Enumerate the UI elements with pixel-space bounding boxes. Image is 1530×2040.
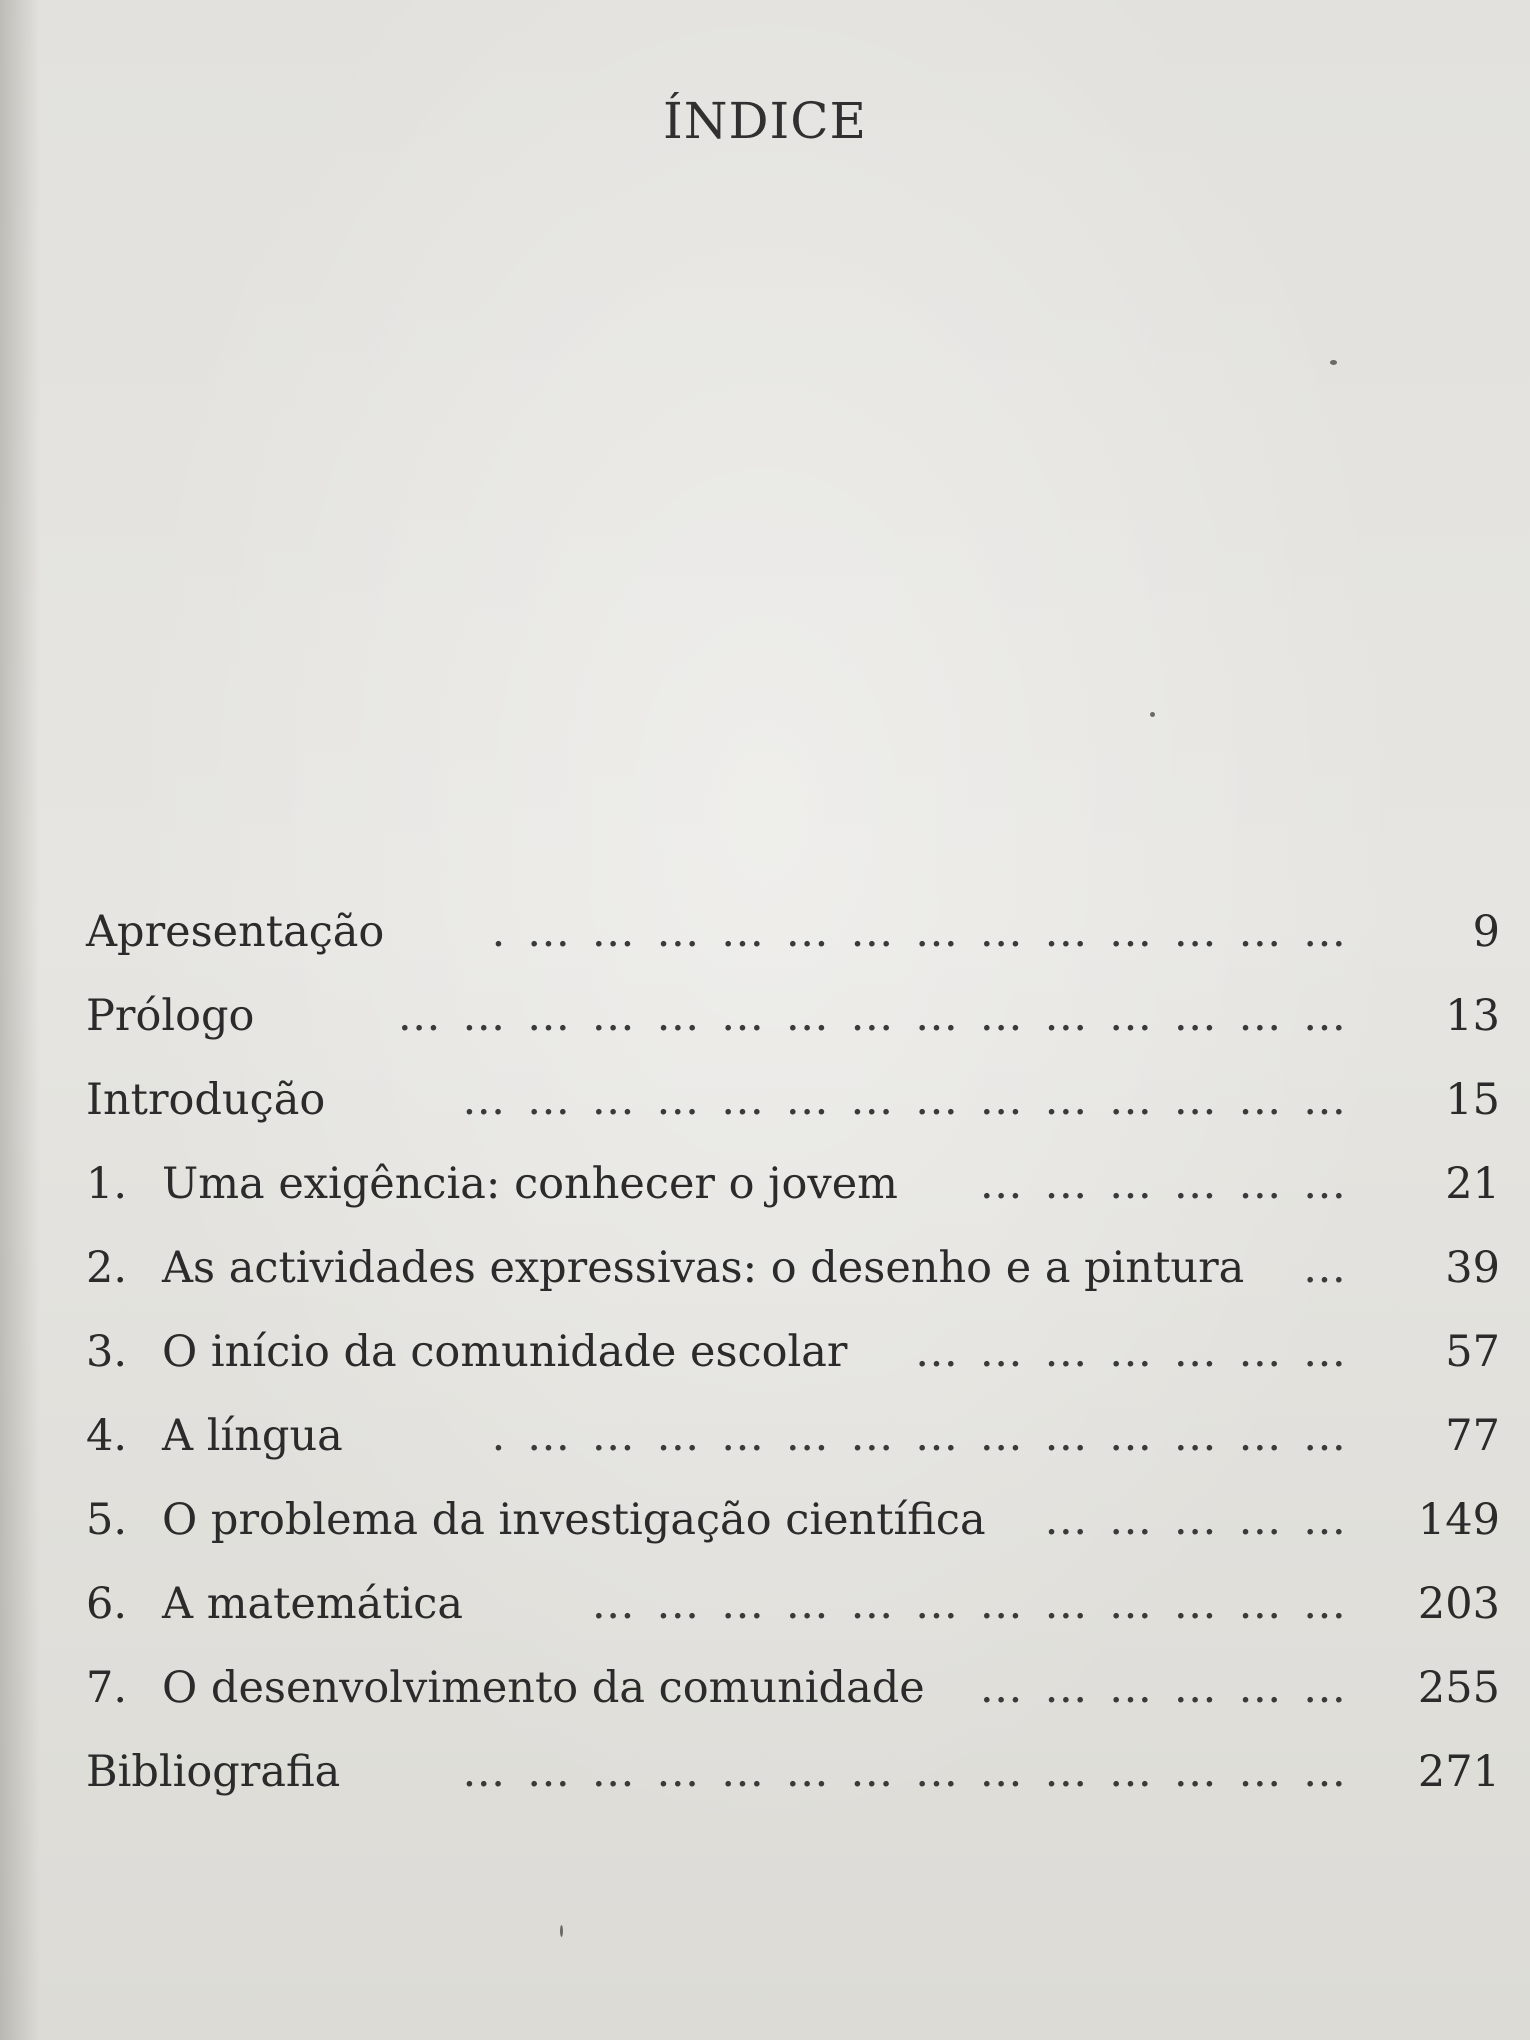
toc-page-number: 149 xyxy=(1417,1495,1500,1545)
toc-entry-label xyxy=(86,1310,847,1394)
toc-entry xyxy=(86,1058,1500,1142)
toc-entry-label xyxy=(86,890,384,974)
toc-page-number: 13 xyxy=(1445,991,1500,1041)
toc-entry-title: Bibliografia xyxy=(86,1747,341,1797)
toc-entry xyxy=(86,1394,1500,1478)
toc-entry xyxy=(86,1226,1500,1310)
toc-page-number: 203 xyxy=(1417,1579,1500,1629)
toc-leader-dots: … … … … … … … … … … … … … … xyxy=(462,1747,1350,1797)
toc-entry-title: O desenvolvimento da comunidade xyxy=(162,1663,925,1713)
toc-page-number: 15 xyxy=(1445,1075,1500,1125)
toc-page-number: 57 xyxy=(1445,1327,1500,1377)
toc-entry xyxy=(86,974,1500,1058)
toc-entry-label xyxy=(86,1226,1244,1310)
toc-entry-title: As actividades expressivas: o desenho e a pintura xyxy=(162,1243,1245,1293)
toc-entry-label xyxy=(86,1058,325,1142)
toc-entry-title: Prólogo xyxy=(86,991,255,1041)
toc-page-number: 9 xyxy=(1472,907,1500,957)
toc-entry xyxy=(86,1478,1500,1562)
toc-entry xyxy=(86,1730,1500,1814)
toc-entry-number: 5. xyxy=(86,1495,128,1545)
toc-page-number: 271 xyxy=(1417,1747,1500,1797)
paper-speck xyxy=(560,1925,563,1937)
toc-entry-number: 4. xyxy=(86,1411,128,1461)
toc-entry-number: 3. xyxy=(86,1327,128,1377)
toc-entry-number: 7. xyxy=(86,1663,128,1713)
toc-entry-label xyxy=(86,1730,340,1814)
toc-leader-dots: . … … … … … … … … … … … … … xyxy=(491,907,1350,957)
toc-entry xyxy=(86,890,1500,974)
paper-speck xyxy=(1150,712,1155,717)
toc-entry-title: Introdução xyxy=(86,1075,326,1125)
toc-entry-label xyxy=(86,1394,343,1478)
paper-speck xyxy=(1330,360,1337,365)
toc-entry xyxy=(86,1562,1500,1646)
toc-entry-title: O início da comunidade escolar xyxy=(162,1327,848,1377)
toc-leader-dots: … … … … … … … … … … … … … … xyxy=(462,1075,1350,1125)
toc-entry-label xyxy=(86,1562,463,1646)
page-title: ÍNDICE xyxy=(662,92,868,150)
toc-entry-label xyxy=(86,974,254,1058)
toc-leader-dots: … … … … … … … … … … … … xyxy=(591,1579,1350,1629)
toc-page-number: 77 xyxy=(1445,1411,1500,1461)
toc-entry-title: O problema da investigação científica xyxy=(162,1495,986,1545)
toc-page-number: 21 xyxy=(1445,1159,1500,1209)
toc-leader-dots: . … … … … … … … … … … … … … xyxy=(491,1411,1350,1461)
toc-entry-label xyxy=(86,1142,898,1226)
toc-entry xyxy=(86,1310,1500,1394)
toc-leader-dots: … … … … … … … … … … … … … … … xyxy=(397,991,1350,1041)
page-edge-shadow xyxy=(0,0,40,2040)
toc-entry-title: A língua xyxy=(162,1411,343,1461)
toc-entry-number: 6. xyxy=(86,1579,128,1629)
toc-page-number: 39 xyxy=(1445,1243,1500,1293)
toc-leader-dots: … xyxy=(1303,1243,1350,1293)
toc-entry-title: Apresentação xyxy=(86,907,385,957)
toc-page-number: 255 xyxy=(1417,1663,1500,1713)
toc-leader-dots: … … … … … xyxy=(1044,1495,1350,1545)
toc-entry-number: 2. xyxy=(86,1243,128,1293)
toc-entry xyxy=(86,1142,1500,1226)
toc-leader-dots: … … … … … … … xyxy=(914,1327,1350,1377)
toc-entry xyxy=(86,1646,1500,1730)
toc-leader-dots: … … … … … … xyxy=(979,1663,1350,1713)
toc-entry-title: A matemática xyxy=(162,1579,464,1629)
table-of-contents xyxy=(86,890,1500,1814)
toc-entry-label xyxy=(86,1646,925,1730)
toc-entry-label xyxy=(86,1478,986,1562)
toc-entry-title: Uma exigência: conhecer o jovem xyxy=(162,1159,898,1209)
toc-entry-number: 1. xyxy=(86,1159,128,1209)
toc-leader-dots: … … … … … … xyxy=(979,1159,1350,1209)
